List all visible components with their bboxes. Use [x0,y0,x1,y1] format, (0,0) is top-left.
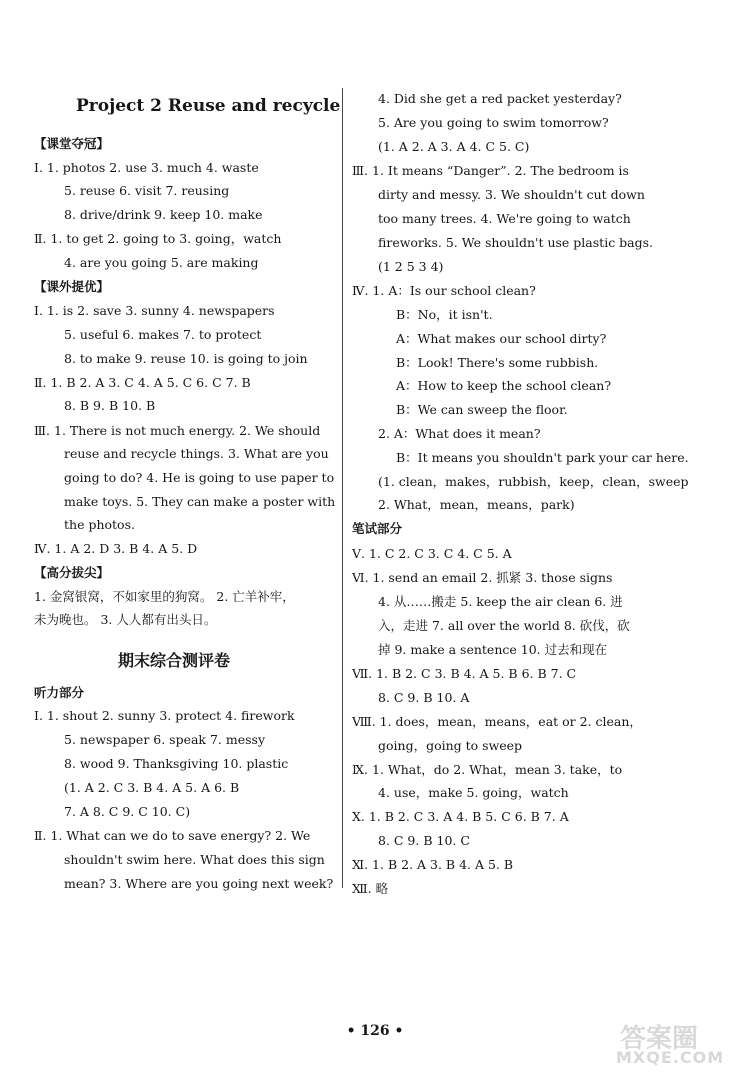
answer-line: B：No，it isn't. [396,307,493,322]
answer-line: 1. 金窝银窝，不如家里的狗窝。 2. 亡羊补牢， [34,589,295,604]
answer-line: 7. A 8. C 9. C 10. C) [64,804,191,819]
watermark-logo [610,1018,745,1070]
answer-line: (1. A 2. A 3. A 4. C 5. C) [378,139,530,154]
answer-line: 8. B 9. B 10. B [64,398,156,413]
answer-line: 5. reuse 6. visit 7. reusing [64,183,230,198]
answer-line: 4. Did she get a red packet yesterday? [378,91,622,106]
answer-line: Ⅰ. 1. photos 2. use 3. much 4. waste [34,160,259,175]
answer-line: 4. 从……搬走 5. keep the air clean 6. 进 [378,594,623,609]
answer-line: 5. newspaper 6. speak 7. messy [64,732,266,747]
exam-title: 期末综合测评卷 [118,651,231,670]
answer-line: 8. C 9. B 10. A [378,690,470,705]
answer-line: Ⅱ. 1. B 2. A 3. C 4. A 5. C 6. C 7. B [34,375,251,390]
answer-line: Ⅹ. 1. B 2. C 3. A 4. B 5. C 6. B 7. A [352,809,569,824]
answer-line: dirty and messy. 3. We shouldn't cut down [378,187,645,202]
answer-line: the photos. [64,517,135,532]
answer-line: Ⅱ. 1. to get 2. going to 3. going，watch [34,231,282,246]
answer-line: Ⅸ. 1. What，do 2. What，mean 3. take，to [352,762,623,777]
watermark-top: 答案圈 [620,1024,699,1054]
answer-line: 8. drive/drink 9. keep 10. make [64,207,263,222]
answer-line: 掉 9. make a sentence 10. 过去和现在 [378,642,608,657]
answer-line: fireworks. 5. We shouldn't use plastic bags. [378,235,654,250]
answer-line: 8. to make 9. reuse 10. is going to join [64,351,308,366]
section-heading: 听力部分 [34,685,85,700]
answer-line: Ⅰ. 1. is 2. save 3. sunny 4. newspapers [34,303,275,318]
answer-line: 入，走进 7. all over the world 8. 砍伐，砍 [378,618,630,633]
answer-line: mean? 3. Where are you going next week? [64,876,334,891]
answer-line: B：Look! There's some rubbish. [396,355,599,370]
answer-line: Ⅺ. 1. B 2. A 3. B 4. A 5. B [352,857,514,872]
answer-line: reuse and recycle things. 3. What are you [64,446,329,461]
answer-line: 8. wood 9. Thanksgiving 10. plastic [64,756,289,771]
answer-line: 2. What，mean，means，park) [378,497,575,512]
answer-line: B：We can sweep the floor. [396,402,568,417]
answer-line: Ⅲ. 1. It means “Danger”. 2. The bedroom is [352,163,629,178]
answer-line: going to do? 4. He is going to use paper to [64,470,335,485]
answer-line: Ⅳ. 1. A：Is our school clean? [352,283,536,298]
section-heading: 【高分拔尖】 [34,565,110,580]
section-heading: 笔试部分 [352,521,403,536]
answer-line: (1 2 5 3 4) [378,259,444,274]
watermark-bottom: MXQE.COM [616,1048,725,1067]
answer-line: make toys. 5. They can make a poster with [64,494,336,509]
answer-line: Ⅷ. 1. does，mean，means，eat or 2. clean， [352,714,642,729]
answer-line: 4. use，make 5. going，watch [378,785,569,800]
answer-line: Ⅴ. 1. C 2. C 3. C 4. C 5. A [352,546,512,561]
section-heading: 【课外提优】 [34,279,110,294]
answer-line: (1. A 2. C 3. B 4. A 5. A 6. B [64,780,240,795]
answer-line: A：How to keep the school clean? [396,378,612,393]
answer-line: shouldn't swim here. What does this sign [64,852,325,867]
answer-line: 8. C 9. B 10. C [378,833,470,848]
answer-line: Ⅰ. 1. shout 2. sunny 3. protect 4. firework [34,708,295,723]
answer-line: Ⅻ. 略 [352,881,389,896]
column-divider [342,88,343,888]
answer-line: 未为晚也。 3. 人人都有出头日。 [34,612,217,627]
project-title: Project 2 Reuse and recycle [76,96,341,116]
answer-line: Ⅵ. 1. send an email 2. 抓紧 3. those signs [352,570,613,585]
section-heading: 【课堂夺冠】 [34,136,110,151]
answer-line: Ⅳ. 1. A 2. D 3. B 4. A 5. D [34,541,198,556]
answer-line: going，going to sweep [378,738,523,753]
answer-line: Ⅲ. 1. There is not much energy. 2. We should [34,423,321,438]
answer-line: 5. Are you going to swim tomorrow? [378,115,609,130]
answer-line: Ⅱ. 1. What can we do to save energy? 2. We [34,828,311,843]
answer-line: 5. useful 6. makes 7. to protect [64,327,262,342]
answer-line: 4. are you going 5. are making [64,255,259,270]
answer-line: (1. clean，makes，rubbish，keep，clean，sweep [378,474,689,489]
answer-line: Ⅶ. 1. B 2. C 3. B 4. A 5. B 6. B 7. C [352,666,577,681]
answer-line: too many trees. 4. We're going to watch [378,211,631,226]
page-number: • 126 • [346,1023,404,1039]
answer-line: B：It means you shouldn't park your car here. [396,450,689,465]
answer-line: 2. A：What does it mean? [378,426,541,441]
answer-line: A：What makes our school dirty? [396,331,607,346]
